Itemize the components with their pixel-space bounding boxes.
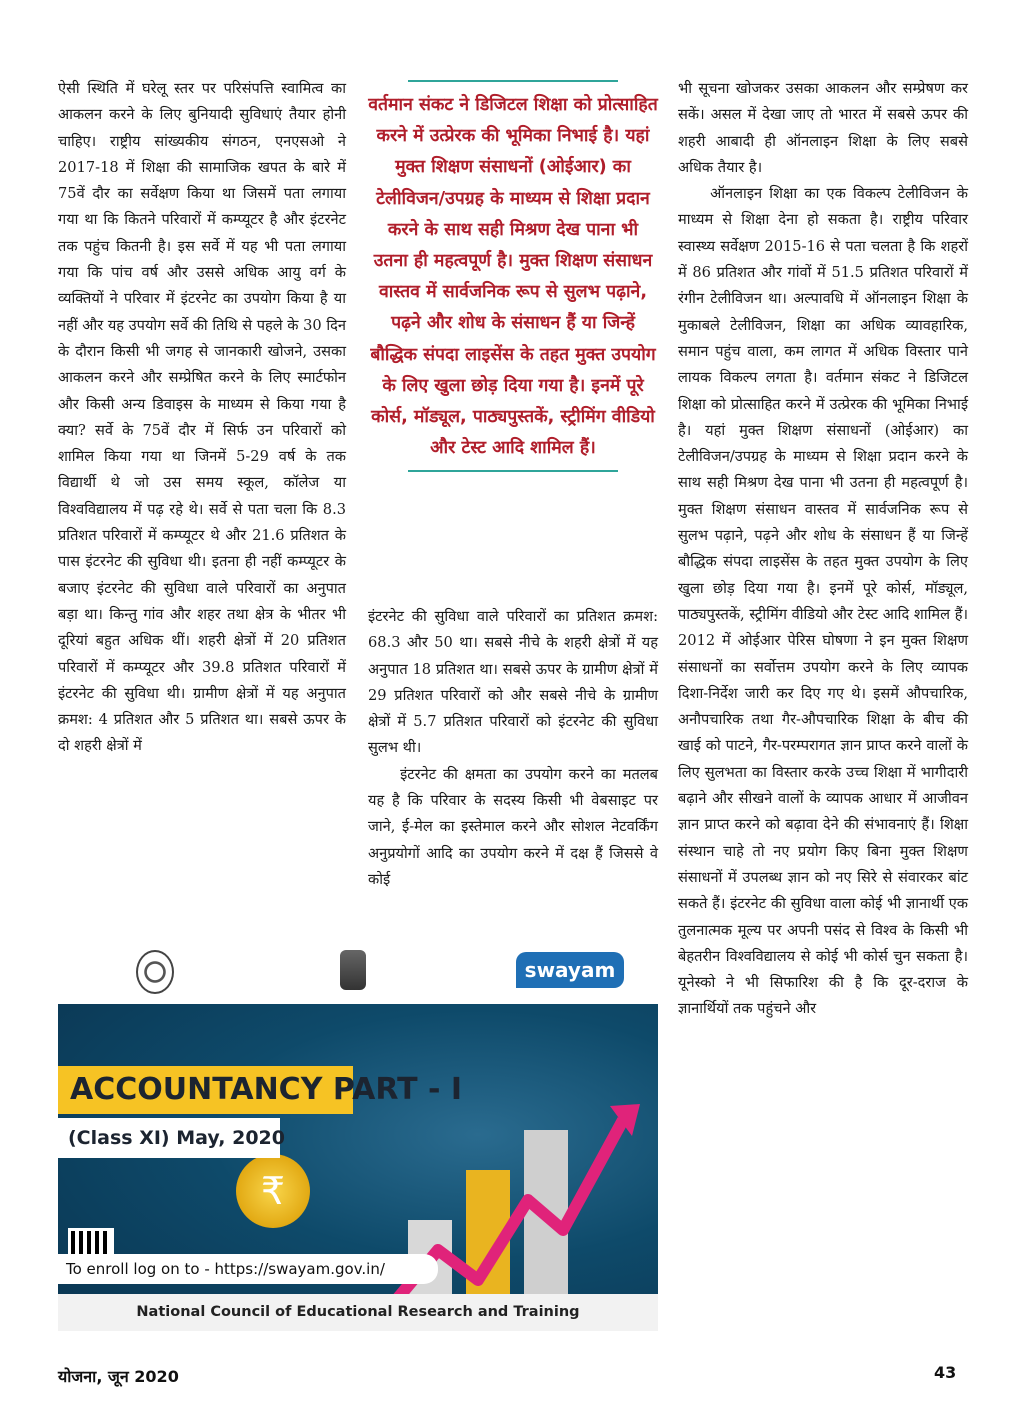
article-right-column xyxy=(678,76,968,1023)
ad-logo-strip xyxy=(58,938,658,1004)
article-paragraph: ऑनलाइन शिक्षा का एक विकल्प टेलीविजन के माध्यम से शिक्षा देना हो सकता है। राष्ट्रीय परिवार स्वास्थ्य सर्वेक्षण 2015-16 से पता चलता है कि शहरों में 86 प्रतिशत और गांवों में 51.5 प्रतिशत परिवारों में रंगीन टेलीविजन था। अल्पावधि में ऑनलाइन शिक्षा के मुकाबले टेलीविजन, शिक्षा का अधिक व्यावहारिक, समान पहुंच वाला, कम लागत में अधिक विस्तार पाने लायक विकल्प लगता है। वर्तमान संकट ने डिजिटल शिक्षा को प्रोत्साहित करने में उत्प्रेरक की भूमिका निभाई है। यहां मुक्त शिक्षण संसाधनों (ओईआर) का टेलीविजन/उपग्रह के माध्यम से शिक्षा प्रदान करने के साथ सही मिश्रण देख पाना भी उतना ही महत्वपूर्ण है। मुक्त शिक्षण संसाधन वास्तव में सार्वजनिक रूप से सुलभ पढ़ाने, पढ़ने और शोध के संसाधन हैं या जिन्हें बौद्धिक संपदा लाइसेंस के तहत मुक्त उपयोग के लिए खुला छोड़ दिया गया है। इनमें पूरे कोर्स, मॉड्यूल, पाठ्यपुस्तकें, स्ट्रीमिंग वीडियो और टेस्ट आदि शामिल हैं। 2012 में ओईआर पेरिस घोषणा ने इन मुक्त शिक्षण संसाधनों का सर्वोत्तम उपयोग करने के लिए व्यापक दिशा-निर्देश जारी कर दिए गए थे। इसमें औपचारिक, अनौपचारिक तथा गैर-औपचारिक शिक्षा के बीच की खाई को पाटने, गैर-परम्परागत ज्ञान प्राप्त करने वालों के लिए सुलभता का विस्तार करके उच्च शिक्षा में भागीदारी बढ़ाने और सीखने वालों के व्यापक आधार में आजीवन ज्ञान प्राप्त करने को बढ़ावा देने की संभावनाएं हैं। शिक्षा संस्थान चाहे तो नए प्रयोग किए बिना मुक्त शिक्षण संसाधनों में उपलब्ध ज्ञान को नए सिरे से संवारकर बांट सकते हैं। इंटरनेट की सुविधा वाला कोई भी ज्ञानार्थी एक तुलनात्मक मूल्य पर अपनी पसंद से विश्व के किसी भी बेहतरीन विश्वविद्यालय से कोई भी कोर्स चुन सकता है। यूनेस्को ने भी सिफारिश की है कि दूर-दराज के ज्ञानार्थियों तक पहुंचने और xyxy=(678,185,968,1018)
ncert-logo-icon xyxy=(136,950,174,994)
article-paragraph: इंटरनेट की क्षमता का उपयोग करने का मतलब यह है कि परिवार के सदस्य किसी भी वेबसाइट पर जाने, ई-मेल का इस्तेमाल करने और सोशल नेटवर्किंग अनुप्रयोगों आदि का उपयोग करने में दक्ष हैं जिससे वे कोई xyxy=(368,765,658,888)
national-emblem-icon xyxy=(340,950,366,990)
article-middle-column xyxy=(368,604,658,893)
pull-quote xyxy=(368,80,658,472)
ad-footer-bar xyxy=(58,1294,658,1331)
ad-subtitle: (Class XI) May, 2020 xyxy=(68,1127,285,1149)
course-advertisement-image xyxy=(58,938,658,1331)
magazine-footer: योजना, जून 2020 xyxy=(58,1367,179,1386)
ad-enroll-banner xyxy=(58,1254,438,1284)
article-paragraph: ऐसी स्थिति में घरेलू स्तर पर परिसंपत्ति स्वामित्व का आकलन करने के लिए बुनियादी सुविधाएं तैयार होनी चाहिए। राष्ट्रीय सांख्यकीय संगठन, एनएसओ ने 2017-18 में शिक्षा की सामाजिक खपत के बारे में 75वें दौर का सर्वेक्षण किया था जिसमें पता लगाया गया था कि कितने परिवारों में कम्प्यूटर है और इंटरनेट तक पहुंच कितनी है। इस सर्वे में यह भी पता लगाया गया कि पांच वर्ष और उससे अधिक आयु वर्ग के व्यक्तियों ने परिवार में इंटरनेट का उपयोग किया है या नहीं और यह उपयोग सर्वे की तिथि से पहले के 30 दिन के दौरान किसी भी जगह से जानकारी खोजने, उसका आकलन करने और सम्प्रेषित करने के लिए स्मार्टफोन और किसी अन्य डिवाइस के माध्यम से किया गया है क्या? सर्वे के 75वें दौर में सिर्फ उन परिवारों को शामिल किया गया था जिनमें 5-29 वर्ष के तक विद्यार्थी थे जो उस समय स्कूल, कॉलेज या विश्वविद्यालय में पढ़ रहे थे। सर्वे से पता चला कि 8.3 प्रतिशत परिवारों में कम्प्यूटर थे और 21.6 प्रतिशत के पास इंटरनेट की सुविधा थी। इतना ही नहीं कम्प्यूटर के बजाए इंटरनेट की सुविधा वाले परिवारों का अनुपात बड़ा था। किन्तु गांव और शहर तथा क्षेत्र के भीतर भी दूरियां बहुत अधिक थीं। शहरी क्षेत्रों में 20 प्रतिशत परिवारों में कम्प्यूटर और 39.8 प्रतिशत परिवारों में इंटरनेट की सुविधा थी। ग्रामीण क्षेत्रों में यह अनुपात क्रमश: 4 प्रतिशत और 5 प्रतिशत था। सबसे ऊपर के दो शहरी क्षेत्रों में xyxy=(58,80,346,755)
pull-quote-bottom-rule xyxy=(408,470,618,472)
ad-title: ACCOUNTANCY PART - I xyxy=(70,1072,463,1107)
swayam-logo: swayam xyxy=(516,952,624,988)
page-number: 43 xyxy=(934,1363,957,1382)
article-paragraph: इंटरनेट की सुविधा वाले परिवारों का प्रतिशत क्रमश: 68.3 और 50 था। सबसे नीचे के शहरी क्षेत्रों में यह अनुपात 18 प्रतिशत था। सबसे ऊपर के ग्रामीण क्षेत्रों में 29 प्रतिशत परिवारों को और सबसे नीचे के ग्रामीण क्षेत्रों में 5.7 प्रतिशत परिवारों को इंटरनेट की सुविधा सुलभ थी। xyxy=(368,608,658,757)
ad-footer-text: National Council of Educational Research and Training xyxy=(136,1304,580,1320)
ad-enroll-text: To enroll log on to - https://swayam.gov.in/ xyxy=(66,1260,385,1278)
rupee-coin-icon: ₹ xyxy=(236,1154,310,1228)
ad-subtitle-banner xyxy=(58,1118,285,1158)
article-paragraph: भी सूचना खोजकर उसका आकलन और सम्प्रेषण कर सकें। असल में देखा जाए तो भारत में सबसे ऊपर की शहरी आबादी ही ऑनलाइन शिक्षा के लिए सबसे अधिक तैयार है। xyxy=(678,80,968,176)
pull-quote-text: वर्तमान संकट ने डिजिटल शिक्षा को प्रोत्साहित करने में उत्प्रेरक की भूमिका निभाई है। यहां मुक्त शिक्षण संसाधनों (ओईआर) का टेलीविजन/उपग्रह के माध्यम से शिक्षा प्रदान करने के साथ सही मिश्रण देख पाना भी उतना ही महत्वपूर्ण है। मुक्त शिक्षण संसाधन वास्तव में सार्वजनिक रूप से सुलभ पढ़ाने, पढ़ने और शोध के संसाधन हैं या जिन्हें बौद्धिक संपदा लाइसेंस के तहत मुक्त उपयोग के लिए खुला छोड़ दिया गया है। इनमें पूरे कोर्स, मॉड्यूल, पाठ्यपुस्तकें, स्ट्रीमिंग वीडियो और टेस्ट आदि शामिल हैं। xyxy=(368,95,658,459)
article-left-column xyxy=(58,76,346,760)
pull-quote-top-rule xyxy=(408,80,618,82)
ad-title-banner xyxy=(58,1066,463,1114)
